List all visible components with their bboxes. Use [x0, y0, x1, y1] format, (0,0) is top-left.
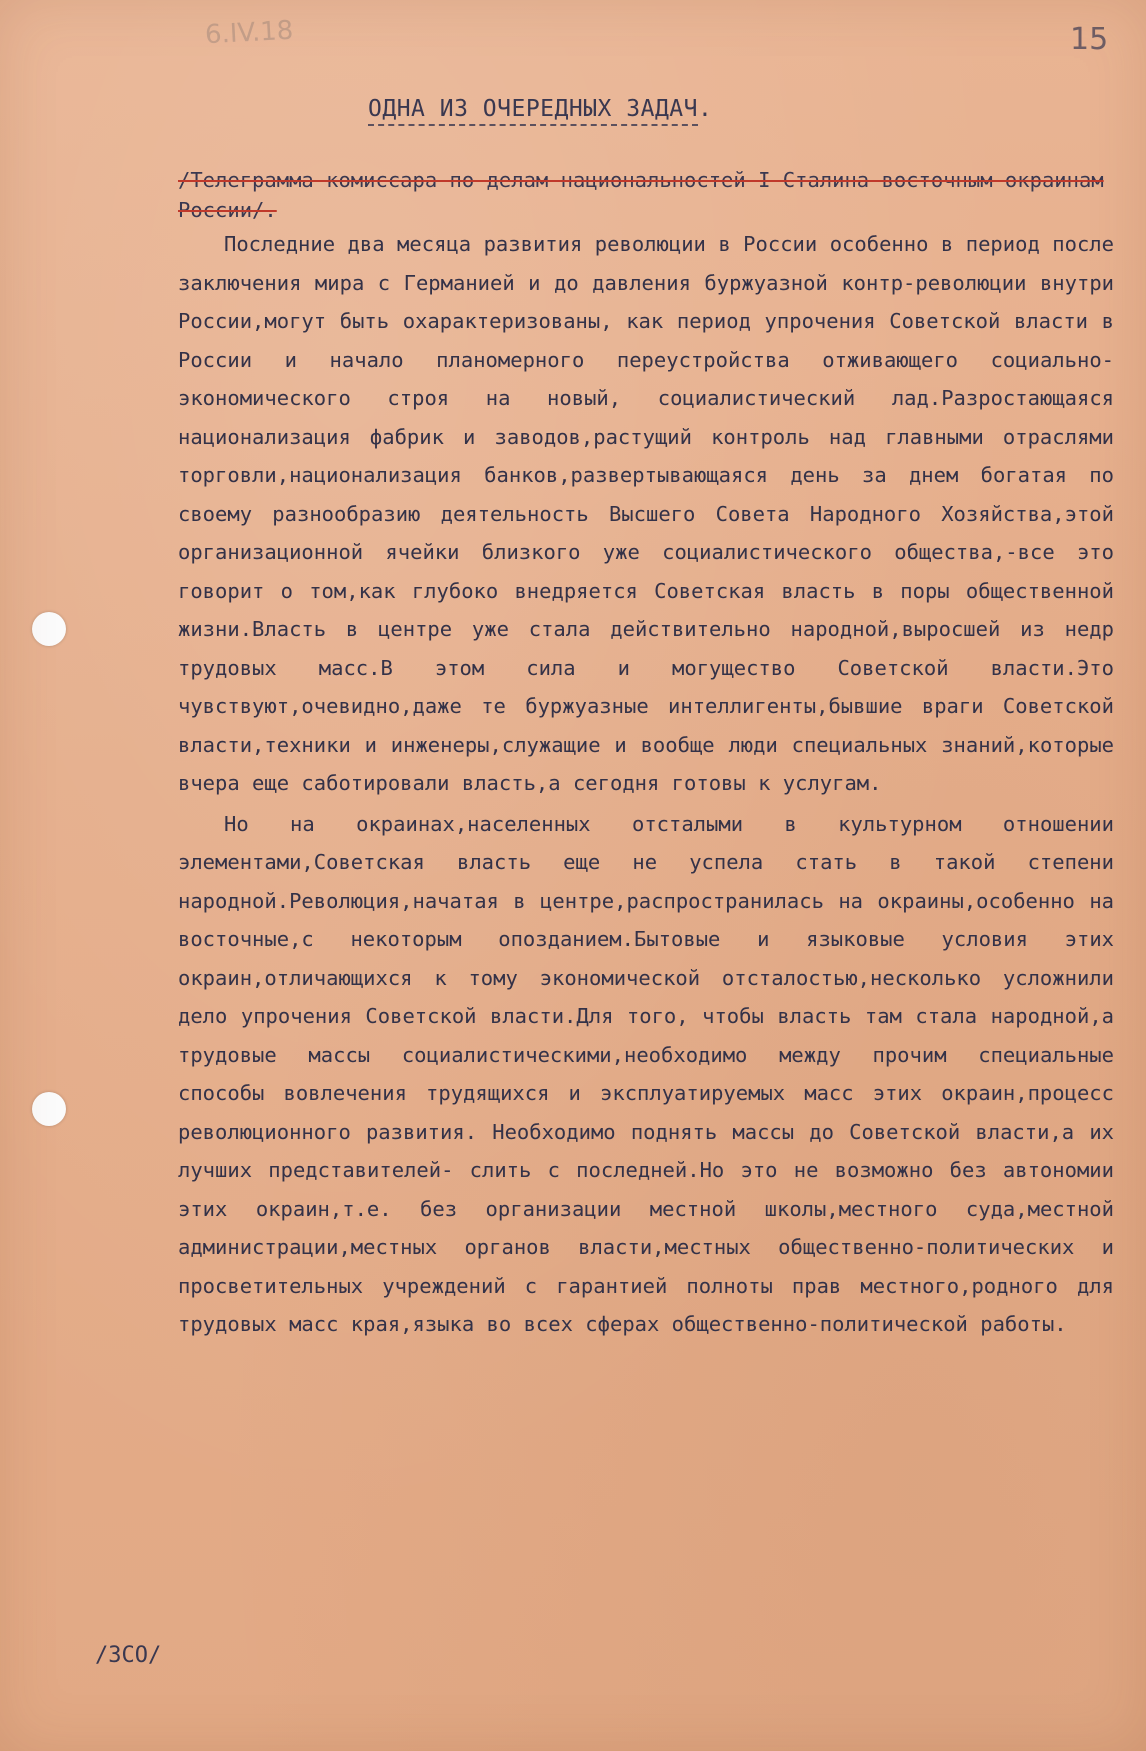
paragraph-1: Последние два месяца развития революции в России особенно в период после заключения мира с Германией и до давления буржуазной контр-революции внутри России,могут быть охарактеризованы, как период упрочения Советской власти в России и начало планомерного переустройства отживающего социально-экономического строя на новый, социалистический лад.Разростающаяся национализация фабрик и заводов,растущий контроль над главными отраслями торговли,национализация банков,развертывающаяся день за днем богатая по своему разнообразию деятельность Высшего Совета Народного Хозяйства,этой организационной ячейки близкого уже социалистического общества,-все это говорит о том,как глубоко внедряется Советская власть в поры общественной жизни.Власть в центре уже стала действительно народной,выросшей из недр трудовых масс.В этом сила и могущество Советской власти.Это чувствуют,очевидно,даже те буржуазные интеллигенты,бывшие враги Советской власти,техники и инженеры,служащие и вообще люди специальных знаний,которые вчера еще саботировали власть,а сегодня готовы к услугам.: [178, 232, 1114, 795]
archive-number: /3СО/: [95, 1643, 162, 1668]
paragraph-2: Но на окраинах,населенных отсталыми в культурном отношении элементами,Советская власть еще не успела стать в такой степени народной.Революция,начатая в центре,распространилась на окраины,особенно на восточные,с некоторым опозданием.Бытовые и языковые условия этих окраин,отличающихся к тому экономической отсталостью,несколько усложнили дело упрочения Советской власти.Для того, чтобы власть там стала народной,а трудовые массы социалистическими,необходимо между прочим специальные способы вовлечения трудящихся и эксплуатируемых масс этих окраин,процесс революционного развития. Необходимо поднять массы до Советской власти,а их лучших представителей- слить с последней.Но это не возможно без автономии этих окраин,т.е. без организации местной школы,местного суда,местной администрации,местных органов власти,местных общественно-политических и просветительных учреждений с гарантией полноты прав местного,родного для трудовых масс края,языка во всех сферах общественно-политической работы.: [178, 811, 1114, 1336]
date-mark: 6.IV.18: [204, 15, 294, 51]
title-underline: [368, 124, 698, 126]
punch-hole-top: [32, 612, 66, 646]
document-body: [178, 225, 1114, 1346]
struck-subtitle: /Телеграмма комиссара по делам национальностей І Сталина восточным окраинам России/.: [178, 168, 1104, 222]
punch-hole-bottom: [32, 1092, 66, 1126]
document-title: ОДНА ИЗ ОЧЕРЕДНЫХ ЗАДАЧ.: [368, 96, 713, 122]
page-number: 15: [1070, 22, 1109, 57]
